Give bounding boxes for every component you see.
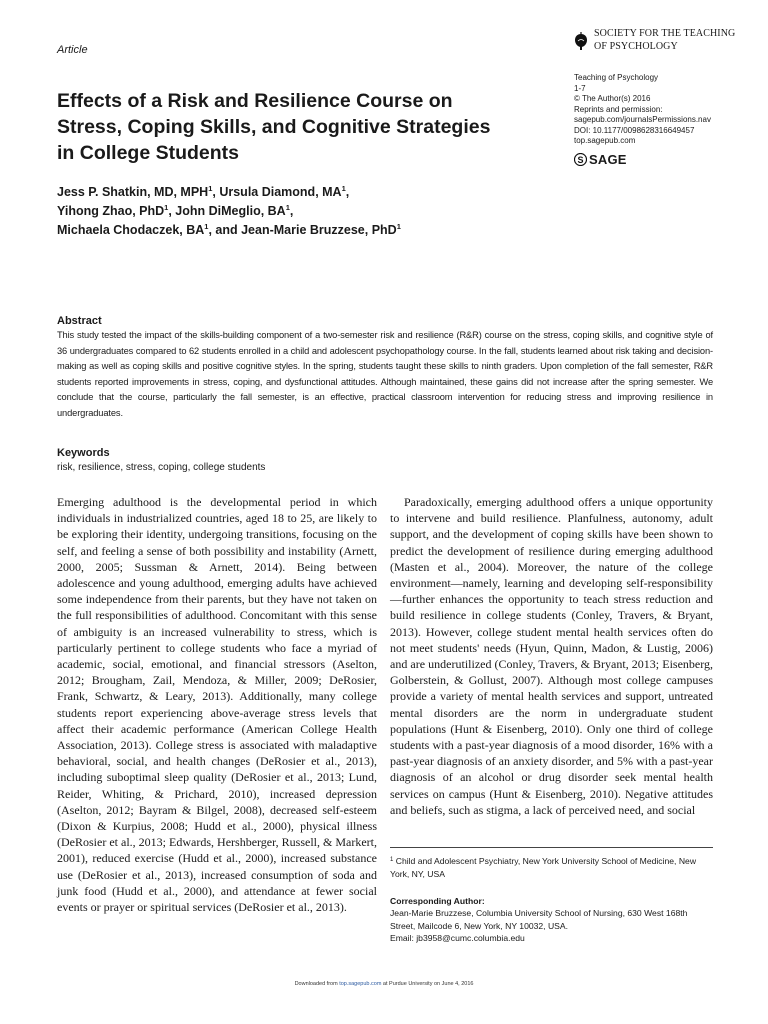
affiliation-marker: 1 xyxy=(204,222,209,231)
journal-metadata xyxy=(574,73,711,147)
publisher-logo xyxy=(574,152,627,167)
download-prefix: Downloaded from xyxy=(294,981,340,987)
affiliation-marker: 1 xyxy=(285,203,290,212)
permissions-link[interactable]: sagepub.com/journalsPermissions.nav xyxy=(574,115,711,124)
reprints-line: Reprints and permission: xyxy=(574,104,663,114)
author-separator: , xyxy=(345,185,350,199)
affiliation-footnote xyxy=(390,855,713,881)
abstract-section xyxy=(57,314,713,421)
download-notice xyxy=(0,981,768,987)
keywords-section xyxy=(57,446,713,476)
author-name: John DiMeglio, BA xyxy=(175,204,286,218)
article-type-label: Article xyxy=(57,44,88,56)
author-name: Jean-Marie Bruzzese, PhD xyxy=(241,223,397,237)
body-column-right: Paradoxically, emerging adulthood offers a unique opportunity to intervene and build resilience. Planfulness, autonomy, adult support, and the development of coping skills have been shown to predict the development of resilience during emerging adulthood (Masten et al., 2004). Moreover, the nature of the college environment—namely, learning and developing self-responsibility—further enhances the opportunity to teach stress reduction and build resilience in college students (Conley, Travers, & Bryant, 2013). However, college student mental health services often do not meet students' needs (Hyun, Quinn, Madon, & Lustig, 2006) and are underutilized (Conley, Travers, & Bryant, 2013; Eisenberg, Golberstein, & Gollust, 2007). Although most college campuses provide a variety of mental health services and support, untreated mental disorders are the norm in undergraduate student populations (Hunt & Eisenberg, 2010). Only one third of college students with a past-year diagnosis of a mood disorder, 16% with a past-year diagnosis of an anxiety disorder, and 5% with a past-year diagnosis of an alcohol or drug disorder seek mental health services on campus (Hunt & Eisenberg, 2010). Negative attitudes and beliefs, such as stigma, a lack of perceived need, and social xyxy=(390,495,713,817)
author-separator: , and xyxy=(208,223,242,237)
download-link[interactable]: top.sagepub.com xyxy=(339,981,382,987)
affiliation-marker: 1 xyxy=(390,857,394,863)
publisher-name: SAGE xyxy=(589,152,627,167)
journal-site-link[interactable]: top.sagepub.com xyxy=(574,136,636,145)
doi-line[interactable]: DOI: 10.1177/0098628316649457 xyxy=(574,125,695,135)
keywords-heading: Keywords xyxy=(57,447,110,459)
author-name: Yihong Zhao, PhD xyxy=(57,204,165,218)
affiliation-marker: 1 xyxy=(208,184,213,193)
download-suffix: at Purdue University on June 4, 2016 xyxy=(381,981,474,987)
corresponding-author-block xyxy=(390,895,713,945)
keywords-list: risk, resilience, stress, coping, college students xyxy=(57,462,266,473)
footnote-divider xyxy=(390,847,713,848)
affiliation-text: Child and Adolescent Psychiatry, New York University School of Medicine, New York, NY, USA xyxy=(390,856,697,879)
affiliation-marker: 1 xyxy=(341,184,346,193)
svg-text:S: S xyxy=(577,154,584,165)
author-separator: , xyxy=(212,185,220,199)
author-separator: , xyxy=(289,204,294,218)
affiliation-marker: 1 xyxy=(164,203,169,212)
page-range: 1-7 xyxy=(574,83,586,93)
apple-tree-icon xyxy=(574,32,588,50)
body-column-left: Emerging adulthood is the developmental period in which individuals in industrialized countries, aged 18 to 25, are likely to be exploring their identity, undergoing transitions, focusing on the self, and feeling a sense of both possibility and instability (Arnett, 2000, 2005; Sussman & Arnett, 2014). Being between adolescence and young adulthood, emerging adults have achieved some independence from their parents, but they have not taken on the full responsibilities of adulthood. Concomitant with this sense of ambiguity is an increased vulnerability to stress, which is particularly pertinent to college students who face a myriad of academic, social, emotional, and financial stressors (Aselton, 2012; Brougham, Zail, Mendoza, & Miller, 2009; DeRosier, Frank, Schwartz, & Leary, 2013). Additionally, many college students report experiencing above-average stress levels that affect their academic performance (American College Health Association, 2013). College stress is associated with maladaptive behavioral, social, and health changes (DeRosier et al., 2013), including suboptimal sleep quality (DeRosier et al., 2013; Lund, Reider, Whiting, & Prichard, 2010), increased depression (Aselton, 2012; Bayram & Bilgel, 2008), decreased self-esteem (Dixon & Kurpius, 2008; Hudd et al., 2000), physical illness (DeRosier et al., 2013; Edwards, Hershberger, Russell, & Markert, 2001), reduced exercise (Hudd et al., 2000), increased substance use (DeRosier et al., 2013), increased consumption of soda and junk food (Hudd et al., 2000), and attendance at fewer social events or prayer or spiritual services (DeRosier et al., 2013). xyxy=(57,495,377,915)
affiliation-marker: 1 xyxy=(396,222,401,231)
author-separator: , xyxy=(168,204,176,218)
author-name: Ursula Diamond, MA xyxy=(219,185,342,199)
author-name: Jess P. Shatkin, MD, MPH xyxy=(57,185,209,199)
copyright-line: © The Author(s) 2016 xyxy=(574,94,651,103)
corresponding-author-address: Jean-Marie Bruzzese, Columbia University School of Nursing, 630 West 168th Street, Mailcode 6, New York, NY 10032, USA. xyxy=(390,908,688,931)
author-name: Michaela Chodaczek, BA xyxy=(57,223,205,237)
journal-name: Teaching of Psychology xyxy=(574,73,659,82)
corresponding-author-heading: Corresponding Author: xyxy=(390,896,485,906)
abstract-text: This study tested the impact of the skills-building component of a two-semester risk and resilience (R&R) course on the stress, coping skills, and cognitive style of 36 undergraduates compared to 62 students enrolled in a child and adolescent psychopathology course. In the fall, students learned about risk taking and decision-making as well as coping skills and positive cognitive styles. In the spring, students taught these skills to ninth graders. Upon completion of the fall semester, R&R students reported improvements in stress, coping, and dysfunctional attitudes. Although maintained, these gains did not increase after the spring semester. We conclude that the course, particularly the fall semester, is an effective, practical classroom intervention for reducing stress and improving resilience in undergraduates. xyxy=(57,330,713,418)
article-title: Effects of a Risk and Resilience Course on Stress, Coping Skills, and Cognitive Strategies in College Students xyxy=(57,90,491,164)
abstract-heading: Abstract xyxy=(57,315,102,327)
society-name: SOCIETY FOR THE TEACHING OF PSYCHOLOGY xyxy=(594,28,736,52)
sage-s-icon xyxy=(574,153,587,166)
author-list xyxy=(57,183,617,240)
corresponding-author-email[interactable]: Email: jb3958@cumc.columbia.edu xyxy=(390,933,525,943)
